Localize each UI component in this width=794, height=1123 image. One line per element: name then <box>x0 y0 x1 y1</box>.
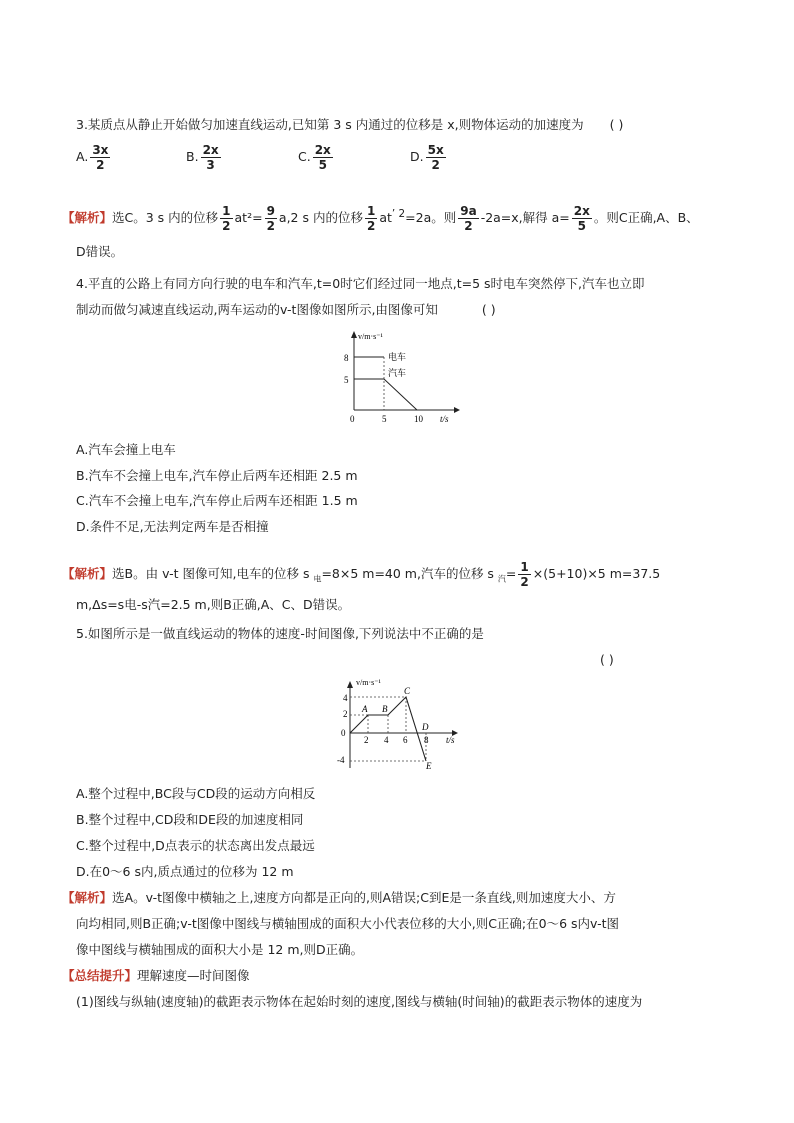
analysis-tag: 【解析】 <box>62 890 113 905</box>
q4-car-label: 汽车 <box>388 368 407 378</box>
q5-analysis-line3: 像中图线与横轴围成的面积大小是 12 m,则D正确。 <box>76 942 364 957</box>
q4-origin: 0 <box>350 414 355 424</box>
q4-x-axis-label: t/s <box>440 414 449 424</box>
q4-y-tick-5: 5 <box>344 375 349 385</box>
summary-tag: 【总结提升】 <box>62 968 138 983</box>
q5-x-tick-4: 4 <box>384 735 389 745</box>
q5-analysis: 【解析】选A。v-t图像中横轴之上,速度方向都是正向的,则A错误;C到E是一条直线,则加速度大小、方 <box>62 890 616 905</box>
q4-analysis: 【解析】选B。由 v-t 图像可知,电车的位移 s $_电$=8×5 m=40 m,汽车的位移 s $_汽$= $\frac{1}{2}$ ×(5+10)×5 m=37.5 <box>62 560 661 589</box>
q3-stem: 3.某质点从静止开始做匀加速直线运动,已知第 3 s 内通过的位移是 x,则物体运动的加速度为 <box>76 117 584 132</box>
q5-point-d: D <box>422 722 429 732</box>
q4-stem-row2 <box>76 300 496 320</box>
q5-point-c: C <box>404 686 411 696</box>
q5-summary <box>62 966 250 986</box>
q4-vt-graph <box>330 326 470 428</box>
q5-point-b: B <box>382 704 388 714</box>
q4-answer-paren: ( ) <box>481 302 496 317</box>
q4-stem-line2: 制动而做匀减速直线运动,两车运动的v-t图像如图所示,由图像可知 <box>76 302 438 317</box>
q5-x-tick-8: 8 <box>424 735 429 745</box>
analysis-tag: 【解析】 <box>62 210 113 226</box>
q5-summary-line1: (1)图线与纵轴(速度轴)的截距表示物体在起始时刻的速度,图线与横轴(时间轴)的截距表示物体的速度为 <box>76 994 643 1009</box>
q5-origin: 0 <box>341 728 346 738</box>
q3-option-c: C. $\frac{2x}{5}$ <box>298 143 331 172</box>
q5-analysis-line2: 向均相同,则B正确;v-t图像中图线与横轴围成的面积大小代表位移的大小,则C正确;在0～6 s内v-t图 <box>76 916 620 931</box>
q5-y-tick-4: 4 <box>343 693 348 703</box>
summary-title: 理解速度—时间图像 <box>137 968 250 983</box>
q3-option-b: B. $\frac{2x}{3}$ <box>186 143 219 172</box>
q3-option-a: A. $\frac{3x}{2}$ <box>76 143 109 172</box>
q3-analysis: 【解析】选C。3 s 内的位移 $\frac{1}{2}$ at²= $\frac{9}{2}$ a,2 s 内的位移 $\frac{1}{2}$ $at^{’ 2}=2a$。则 $\frac{9a}{2}$ -2a=x,解得 a= $\frac{2x}{5}$ 。则C正确,A、B、 <box>62 204 699 234</box>
q4-stem-line1: 4.平直的公路上有同方向行驶的电车和汽车,t=0时它们经过同一地点,t=5 s时电车突然停下,汽车也立即 <box>76 276 645 291</box>
q5-y-tick-neg4: -4 <box>337 755 345 765</box>
q4-option-c: C.汽车不会撞上电车,汽车停止后两车还相距 1.5 m <box>76 493 358 508</box>
q4-tram-label: 电车 <box>388 352 407 362</box>
q5-option-a: A.整个过程中,BC段与CD段的运动方向相反 <box>76 786 316 801</box>
q5-x-axis-label: t/s <box>446 735 455 745</box>
q5-x-tick-6: 6 <box>403 735 408 745</box>
q5-option-b: B.整个过程中,CD段和DE段的加速度相同 <box>76 812 304 827</box>
q5-stem: 5.如图所示是一做直线运动的物体的速度-时间图像,下列说法中不正确的是 <box>76 626 484 641</box>
q4-option-a: A.汽车会撞上电车 <box>76 442 176 457</box>
q5-option-c: C.整个过程中,D点表示的状态离出发点最远 <box>76 838 315 853</box>
q4-y-tick-8: 8 <box>344 353 349 363</box>
q5-option-d: D.在0～6 s内,质点通过的位移为 12 m <box>76 864 294 879</box>
q5-y-axis-label: v/m·s⁻¹ <box>356 678 381 687</box>
q5-point-e: E <box>426 761 432 771</box>
q3-option-d: D. $\frac{5x}{2}$ <box>410 143 444 172</box>
q4-x-tick-10: 10 <box>414 414 423 424</box>
q4-y-axis-label: v/m·s⁻¹ <box>358 332 383 341</box>
q4-car-line <box>354 379 417 410</box>
q3-analysis-line2: D错误。 <box>76 244 124 259</box>
q5-vt-graph <box>334 672 468 772</box>
q4-analysis-line2: m,Δs=s电-s汽=2.5 m,则B正确,A、C、D错误。 <box>76 597 351 612</box>
analysis-tag: 【解析】 <box>62 566 113 581</box>
q5-y-tick-2: 2 <box>343 709 348 719</box>
q5-x-tick-2: 2 <box>364 735 369 745</box>
q5-answer-paren: ( ) <box>600 652 614 667</box>
q4-option-d: D.条件不足,无法判定两车是否相撞 <box>76 519 269 534</box>
q5-point-a: A <box>362 704 368 714</box>
q3-stem-row <box>76 115 623 135</box>
q4-x-tick-5: 5 <box>382 414 387 424</box>
q4-option-b: B.汽车不会撞上电车,汽车停止后两车还相距 2.5 m <box>76 468 358 483</box>
q3-answer-paren: ( ) <box>609 117 624 132</box>
